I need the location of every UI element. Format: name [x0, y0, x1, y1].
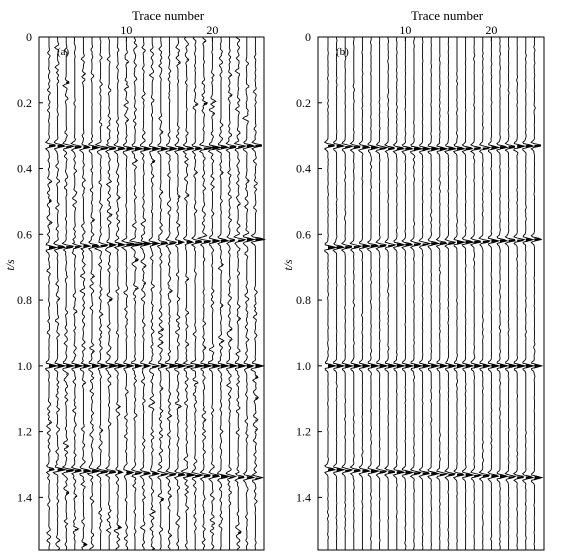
- y-tick-label: 1.0: [17, 358, 32, 373]
- x-tick-label: 20: [485, 23, 498, 37]
- panel-a-ylabel: t/s: [3, 259, 17, 271]
- trace-fill: [161, 474, 168, 477]
- trace-wiggle: [462, 37, 473, 550]
- panel-a-label: (a): [57, 46, 70, 58]
- x-tick-label: 10: [399, 23, 412, 37]
- trace-wiggle: [175, 37, 186, 550]
- trace-fill: [509, 476, 516, 479]
- y-tick-label: 0.2: [17, 95, 32, 110]
- y-tick-label: 0.8: [17, 293, 32, 308]
- y-tick-label: 1.4: [17, 490, 32, 505]
- y-tick-label: 0.2: [296, 95, 311, 110]
- trace-wiggle: [208, 37, 220, 550]
- trace-wiggle: [88, 37, 101, 550]
- trace-wiggle: [226, 37, 237, 550]
- trace-fill: [135, 472, 142, 475]
- trace-wiggle: [359, 37, 370, 550]
- panel-b-label: (b): [336, 46, 349, 58]
- trace-fill: [474, 475, 481, 478]
- panel-b-traces: [325, 37, 542, 550]
- y-tick-label: 0.4: [296, 161, 311, 176]
- trace-wiggle: [367, 37, 378, 550]
- y-tick-label: 0.8: [296, 293, 311, 308]
- y-tick-label: 0: [305, 30, 311, 44]
- y-tick-label: 0.6: [17, 227, 32, 242]
- panel-a-traces: [46, 37, 265, 550]
- panel-a-xlabel: Trace number: [131, 8, 205, 23]
- trace-wiggle: [445, 37, 456, 550]
- trace-fill: [66, 146, 73, 149]
- y-tick-label: 1.4: [296, 490, 311, 505]
- trace-wiggle: [243, 37, 255, 550]
- panel-b-xlabel: Trace number: [410, 8, 484, 23]
- trace-fill: [380, 147, 387, 150]
- trace-wiggle: [531, 37, 542, 550]
- trace-wiggle: [62, 37, 74, 550]
- y-tick-label: 0.6: [296, 227, 311, 242]
- trace-fill: [66, 246, 73, 249]
- x-tick-label: 20: [206, 23, 219, 37]
- trace-wiggle: [523, 37, 534, 550]
- y-tick-label: 1.2: [17, 424, 32, 439]
- x-tick-label: 10: [120, 23, 133, 37]
- trace-wiggle: [350, 37, 361, 550]
- trace-fill: [75, 246, 82, 249]
- trace-fill: [440, 474, 447, 477]
- trace-wiggle: [217, 37, 229, 550]
- trace-wiggle: [46, 37, 57, 550]
- y-tick-label: 0.4: [17, 161, 32, 176]
- trace-wiggle: [166, 37, 179, 550]
- panel-b-ylabel: t/s: [281, 259, 295, 271]
- trace-wiggle: [342, 37, 353, 550]
- y-tick-label: 1.0: [296, 358, 311, 373]
- panel-a: [3, 8, 264, 550]
- trace-wiggle: [251, 37, 264, 550]
- trace-wiggle: [71, 37, 82, 550]
- trace-wiggle: [454, 37, 465, 550]
- y-tick-label: 0: [26, 30, 32, 44]
- trace-fill: [345, 470, 352, 473]
- panel-b: [281, 8, 544, 550]
- y-tick-label: 1.2: [296, 424, 311, 439]
- trace-wiggle: [157, 37, 168, 550]
- trace-fill: [195, 475, 202, 478]
- trace-fill: [345, 146, 352, 149]
